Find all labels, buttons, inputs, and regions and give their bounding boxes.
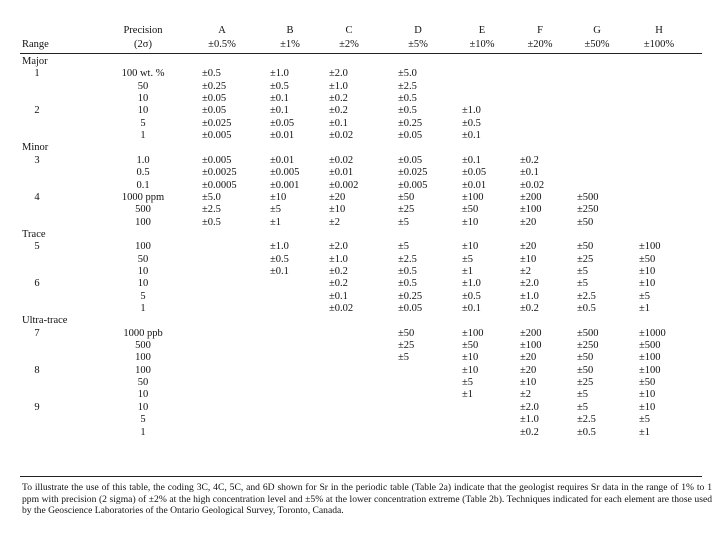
table-cell: ±0.002 bbox=[329, 179, 359, 191]
table-cell: ±10 bbox=[639, 278, 656, 290]
precision-value: 1000 ppb bbox=[123, 327, 163, 339]
range-number: 9 bbox=[34, 401, 40, 413]
precision-value: 5 bbox=[140, 414, 146, 426]
table-cell: ±0.2 bbox=[520, 426, 539, 438]
table-cell: ±10 bbox=[462, 216, 479, 228]
precision-value: 0.1 bbox=[136, 179, 150, 191]
column-precision: ±0.5% bbox=[208, 39, 236, 50]
table-cell: ±0.2 bbox=[520, 154, 539, 166]
table-cell: ±0.5 bbox=[202, 216, 221, 228]
precision-value: 10 bbox=[137, 265, 149, 277]
table-cell: ±100 bbox=[639, 241, 661, 253]
table-cell: ±0.05 bbox=[270, 117, 295, 129]
table-cell: ±0.2 bbox=[329, 265, 348, 277]
table-cell: ±0.005 bbox=[202, 154, 232, 166]
precision-value: 1 bbox=[140, 426, 146, 438]
column-precision: ±2% bbox=[339, 39, 359, 50]
table-cell: ±1 bbox=[639, 303, 651, 314]
range-number: 3 bbox=[34, 154, 40, 166]
table-cell: ±2.5 bbox=[398, 253, 417, 265]
table-cell: ±10 bbox=[639, 389, 656, 401]
range-number: 5 bbox=[34, 241, 40, 253]
table-cell: ±10 bbox=[462, 241, 479, 253]
column-precision: ±20% bbox=[527, 39, 553, 50]
table-cell: ±0.5 bbox=[398, 105, 417, 117]
table-cell: ±100 bbox=[462, 191, 484, 203]
table-cell: ±0.2 bbox=[329, 93, 348, 105]
table-cell: ±1 bbox=[270, 216, 282, 228]
table-cell: ±0.02 bbox=[329, 154, 354, 166]
table-cell: ±1.0 bbox=[520, 414, 539, 426]
table-cell: ±100 bbox=[639, 364, 661, 376]
table-cell: ±1000 bbox=[639, 327, 666, 339]
table-cell: ±20 bbox=[520, 241, 537, 253]
table-cell: ±2.0 bbox=[329, 68, 348, 80]
table-cell: ±0.1 bbox=[462, 154, 481, 166]
table-cell: ±5 bbox=[398, 241, 410, 253]
table-cell: ±0.005 bbox=[202, 130, 232, 142]
table-cell: ±200 bbox=[520, 191, 542, 203]
precision-value: 10 bbox=[137, 401, 149, 413]
table-cell: ±2.5 bbox=[577, 290, 596, 302]
table-cell: ±0.2 bbox=[520, 303, 539, 314]
table-cell: ±0.2 bbox=[329, 105, 348, 117]
table-cell: ±2 bbox=[520, 265, 532, 277]
table-cell: ±1 bbox=[639, 426, 651, 438]
precision-value: 50 bbox=[137, 80, 149, 92]
table-cell: ±1 bbox=[462, 265, 474, 277]
table-cell: ±100 bbox=[462, 327, 484, 339]
table-cell: ±50 bbox=[462, 340, 479, 352]
table-cell: ±2 bbox=[520, 389, 532, 401]
table-cell: ±0.5 bbox=[462, 117, 481, 129]
table-cell: ±1.0 bbox=[270, 68, 289, 80]
table-cell: ±0.5 bbox=[398, 278, 417, 290]
table-cell: ±0.0005 bbox=[202, 179, 237, 191]
range-number: 8 bbox=[34, 364, 40, 376]
precision-value: 10 bbox=[137, 389, 149, 401]
table-cell: ±50 bbox=[639, 253, 656, 265]
column-precision: ±1% bbox=[280, 39, 300, 50]
precision-value: 1 bbox=[140, 303, 146, 314]
precision-value: 500 bbox=[135, 204, 151, 216]
table-cell: ±10 bbox=[462, 364, 479, 376]
table-cell: ±250 bbox=[577, 340, 599, 352]
column-precision: ±10% bbox=[469, 39, 495, 50]
table-cell: ±0.01 bbox=[270, 154, 295, 166]
table-cell: ±20 bbox=[520, 352, 537, 364]
table-cell: ±5 bbox=[639, 414, 651, 426]
precision-value: 5 bbox=[140, 117, 146, 129]
precision-value: 100 wt. % bbox=[121, 68, 165, 80]
footer-rule bbox=[20, 476, 702, 477]
table-cell: ±0.01 bbox=[329, 167, 354, 179]
precision-value: 100 bbox=[135, 216, 151, 228]
table-cell: ±2.5 bbox=[577, 414, 596, 426]
table-cell: ±1 bbox=[462, 389, 474, 401]
table-cell: ±2.0 bbox=[520, 278, 539, 290]
precision-value: 1 bbox=[140, 130, 146, 142]
table-cell: ±100 bbox=[520, 340, 542, 352]
table-cell: ±0.0025 bbox=[202, 167, 237, 179]
table-cell: ±1.0 bbox=[270, 241, 289, 253]
table-cell: ±0.5 bbox=[398, 93, 417, 105]
column-letter: C bbox=[345, 25, 353, 36]
column-precision: ±50% bbox=[584, 39, 610, 50]
table-cell: ±25 bbox=[577, 377, 594, 389]
table-cell: ±0.05 bbox=[202, 93, 227, 105]
precision-value: 0.5 bbox=[136, 167, 150, 179]
table-cell: ±10 bbox=[639, 265, 656, 277]
table-cell: ±50 bbox=[398, 191, 415, 203]
header-range: Range bbox=[22, 39, 49, 50]
table-cell: ±50 bbox=[577, 241, 594, 253]
table-cell: ±1.0 bbox=[329, 80, 348, 92]
precision-value: 50 bbox=[137, 377, 149, 389]
table-cell: ±2.5 bbox=[398, 80, 417, 92]
table-cell: ±0.05 bbox=[462, 167, 487, 179]
table-cell: ±0.1 bbox=[462, 303, 481, 314]
table-cell: ±25 bbox=[398, 204, 415, 216]
table-cell: ±0.1 bbox=[270, 265, 289, 277]
table-cell: ±1.0 bbox=[520, 290, 539, 302]
column-letter: A bbox=[218, 25, 226, 36]
table-cell: ±1.0 bbox=[462, 278, 481, 290]
column-precision: ±5% bbox=[408, 39, 428, 50]
table-cell: ±50 bbox=[577, 352, 594, 364]
section-label: Ultra-trace bbox=[22, 315, 68, 327]
table-cell: ±20 bbox=[329, 191, 346, 203]
table-cell: ±0.1 bbox=[270, 105, 289, 117]
precision-value: 10 bbox=[137, 278, 149, 290]
table-cell: ±2 bbox=[329, 216, 341, 228]
precision-value: 50 bbox=[137, 253, 149, 265]
table-caption: To illustrate the use of this table, the coding 3C, 4C, 5C, and 6D shown for Sr in the periodic table (Table 2a) indicate that the geologist requires Sr data in the range of 1% to 1 ppm with precision (2 sigma) of ±2% at the high concentration level and ±5% at the lower concentration extreme (Table 2b). Techniques indicated for each element are those used by the Geoscience Laboratories of the Ontario Geological Survey, Toronto, Canada. bbox=[22, 482, 712, 517]
table-cell: ±20 bbox=[520, 364, 537, 376]
table-cell: ±5 bbox=[270, 204, 282, 216]
table-cell: ±0.5 bbox=[577, 303, 596, 314]
table-cell: ±5 bbox=[462, 377, 474, 389]
table-cell: ±2.5 bbox=[202, 204, 221, 216]
table-cell: ±0.005 bbox=[270, 167, 300, 179]
header-rule bbox=[20, 53, 702, 54]
table-cell: ±0.1 bbox=[462, 130, 481, 142]
table-cell: ±500 bbox=[639, 340, 661, 352]
table-cell: ±0.5 bbox=[577, 426, 596, 438]
table-cell: ±0.01 bbox=[270, 130, 295, 142]
table-cell: ±25 bbox=[577, 253, 594, 265]
table-cell: ±0.1 bbox=[329, 117, 348, 129]
precision-value: 1000 ppm bbox=[121, 191, 165, 203]
table-cell: ±0.5 bbox=[202, 68, 221, 80]
table-cell: ±50 bbox=[398, 327, 415, 339]
table-cell: ±5 bbox=[398, 352, 410, 364]
table-cell: ±0.05 bbox=[398, 303, 423, 314]
table-cell: ±250 bbox=[577, 204, 599, 216]
table-cell: ±1.0 bbox=[329, 253, 348, 265]
table-cell: ±100 bbox=[520, 204, 542, 216]
table-cell: ±10 bbox=[520, 253, 537, 265]
table-cell: ±0.05 bbox=[202, 105, 227, 117]
column-letter: F bbox=[537, 25, 543, 36]
table-cell: ±0.5 bbox=[462, 290, 481, 302]
table-cell: ±0.005 bbox=[398, 179, 428, 191]
section-label: Minor bbox=[22, 142, 49, 154]
table-cell: ±2.0 bbox=[329, 241, 348, 253]
table-cell: ±5.0 bbox=[398, 68, 417, 80]
precision-value: 5 bbox=[140, 290, 146, 302]
precision-value: 10 bbox=[137, 93, 149, 105]
table-cell: ±0.5 bbox=[270, 80, 289, 92]
table-cell: ±10 bbox=[639, 401, 656, 413]
precision-value: 100 bbox=[135, 352, 151, 364]
table-cell: ±0.5 bbox=[398, 265, 417, 277]
table-cell: ±50 bbox=[462, 204, 479, 216]
column-letter: H bbox=[655, 25, 663, 36]
column-letter: E bbox=[478, 25, 486, 36]
table-cell: ±5 bbox=[577, 265, 589, 277]
section-label: Major bbox=[22, 56, 48, 67]
range-number: 4 bbox=[34, 191, 40, 203]
table-cell: ±50 bbox=[577, 364, 594, 376]
table-cell: ±0.02 bbox=[329, 303, 354, 314]
table-cell: ±5 bbox=[639, 290, 651, 302]
column-letter: G bbox=[593, 25, 601, 36]
table-cell: ±0.05 bbox=[398, 130, 423, 142]
column-letter: B bbox=[286, 25, 294, 36]
table-cell: ±500 bbox=[577, 327, 599, 339]
range-number: 6 bbox=[34, 278, 40, 290]
table-cell: ±2.0 bbox=[520, 401, 539, 413]
table-cell: ±10 bbox=[270, 191, 287, 203]
table-cell: ±10 bbox=[462, 352, 479, 364]
table-cell: ±5 bbox=[398, 216, 410, 228]
table-cell: ±0.01 bbox=[462, 179, 487, 191]
table-cell: ±0.5 bbox=[270, 253, 289, 265]
table-cell: ±10 bbox=[520, 377, 537, 389]
table-cell: ±50 bbox=[639, 377, 656, 389]
table-cell: ±0.1 bbox=[270, 93, 289, 105]
table-cell: ±0.05 bbox=[398, 154, 423, 166]
table-cell: ±0.02 bbox=[520, 179, 545, 191]
table-cell: ±50 bbox=[577, 216, 594, 228]
header-precision-label: Precision bbox=[123, 25, 163, 36]
table-cell: ±5 bbox=[577, 389, 589, 401]
table-cell: ±500 bbox=[577, 191, 599, 203]
table-cell: ±5 bbox=[462, 253, 474, 265]
table-cell: ±100 bbox=[639, 352, 661, 364]
table-cell: ±0.001 bbox=[270, 179, 300, 191]
precision-value: 100 bbox=[135, 364, 151, 376]
precision-value: 500 bbox=[135, 340, 151, 352]
table-cell: ±0.25 bbox=[398, 117, 423, 129]
precision-value: 10 bbox=[137, 105, 149, 117]
table-cell: ±25 bbox=[398, 340, 415, 352]
table-cell: ±10 bbox=[329, 204, 346, 216]
table-cell: ±0.025 bbox=[202, 117, 232, 129]
table-cell: ±5 bbox=[577, 278, 589, 290]
table-cell: ±20 bbox=[520, 216, 537, 228]
table-cell: ±0.1 bbox=[329, 290, 348, 302]
table-cell: ±5 bbox=[577, 401, 589, 413]
section-label: Trace bbox=[22, 228, 46, 240]
table-cell: ±0.025 bbox=[398, 167, 428, 179]
table-cell: ±0.25 bbox=[202, 80, 227, 92]
range-number: 7 bbox=[34, 327, 40, 339]
precision-value: 100 bbox=[135, 241, 151, 253]
column-precision: ±100% bbox=[643, 39, 675, 50]
column-letter: D bbox=[414, 25, 422, 36]
header-precision-sigma: (2σ) bbox=[134, 39, 152, 50]
table-cell: ±200 bbox=[520, 327, 542, 339]
table-cell: ±0.2 bbox=[329, 278, 348, 290]
range-number: 2 bbox=[34, 105, 40, 117]
table-cell: ±1.0 bbox=[462, 105, 481, 117]
range-number: 1 bbox=[34, 68, 40, 80]
table-cell: ±0.25 bbox=[398, 290, 423, 302]
table-cell: ±5.0 bbox=[202, 191, 221, 203]
precision-value: 1.0 bbox=[136, 154, 150, 166]
table-cell: ±0.02 bbox=[329, 130, 354, 142]
table-cell: ±0.1 bbox=[520, 167, 539, 179]
